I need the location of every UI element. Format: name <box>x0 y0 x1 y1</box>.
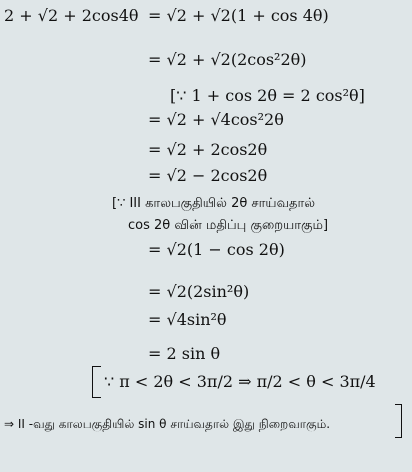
line-10 <box>148 282 249 302</box>
l6-text: = √2 − 2cos2θ <box>148 166 268 185</box>
l1-lhs-text: 2 + √2 + 2cos4θ <box>4 6 139 25</box>
line-6 <box>148 166 267 186</box>
line-14-bracket <box>395 404 402 438</box>
line-4 <box>148 110 284 130</box>
l4-text: = √2 + √4cos²2θ <box>148 110 284 129</box>
line-2 <box>148 50 307 70</box>
line-11 <box>148 310 227 330</box>
l1-rhs-text: = √2 + √2(1 + cos 4θ) <box>148 6 329 25</box>
l12-text: = 2 sin θ <box>148 344 221 363</box>
line-12 <box>148 344 220 364</box>
line-13 <box>104 372 376 392</box>
line-13-bracket <box>92 366 101 398</box>
line-7 <box>112 194 315 214</box>
l10-text: = √2(2sin²θ) <box>148 282 250 301</box>
line-1-rhs <box>148 6 329 26</box>
line-14 <box>4 414 330 434</box>
line-8 <box>128 216 328 236</box>
l14-text: ⇒ II -வது காலபகுதியில் sin θ சாய்வதால் இது நிறைவாகும். <box>4 417 331 431</box>
line-3 <box>170 86 365 106</box>
l5-text: = √2 + 2cos2θ <box>148 140 268 159</box>
l3-text: [∵ 1 + cos 2θ = 2 cos²θ] <box>170 86 365 105</box>
l9-text: = √2(1 − cos 2θ) <box>148 240 285 259</box>
line-9 <box>148 240 285 260</box>
line-1-lhs <box>4 6 139 26</box>
l11-text: = √4sin²θ <box>148 310 227 329</box>
l7-text: [∵ III காலபகுதியில் 2θ சாய்வதால் <box>112 196 316 211</box>
l8-text: cos 2θ வின் மதிப்பு குறையாகும்] <box>128 218 329 233</box>
l2-text: = √2 + √2(2cos²2θ) <box>148 50 307 69</box>
line-5 <box>148 140 267 160</box>
l13-text: ∵ π < 2θ < 3π/2 ⇒ π/2 < θ < 3π/4 <box>104 372 376 391</box>
